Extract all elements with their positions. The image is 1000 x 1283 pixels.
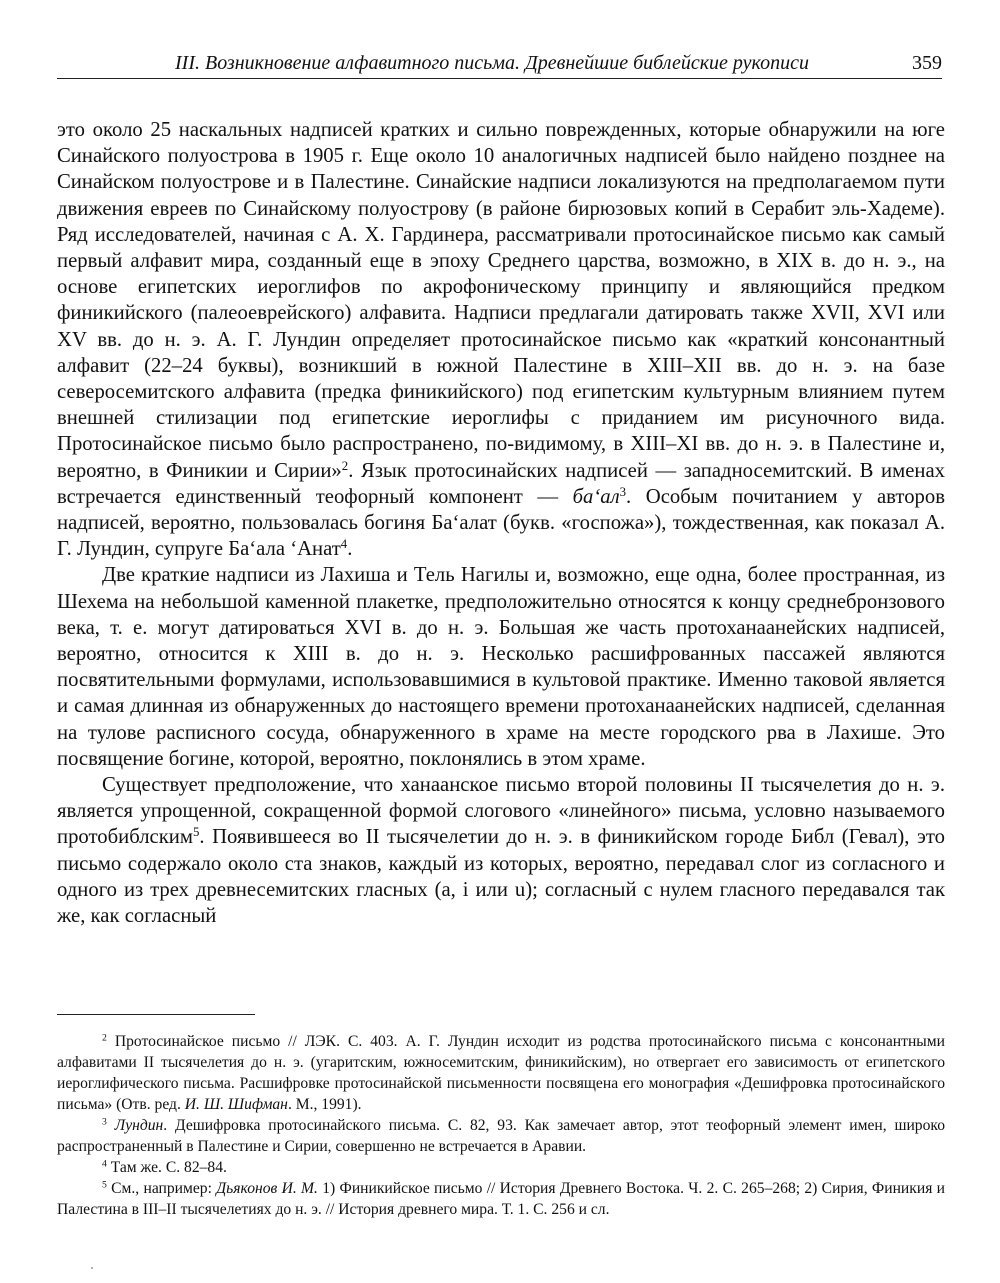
- footnote-5: [57, 1178, 945, 1220]
- footnote-ref-3: 3: [619, 484, 627, 499]
- footnotes: [57, 1031, 945, 1220]
- footnote-4: [57, 1157, 945, 1178]
- footnote-4-text: Там же. С. 82–84.: [106, 1159, 227, 1176]
- footnote-ref-2: 2: [341, 458, 349, 473]
- paragraph-1-text-b: . Язык протосинайских надписей — западносемитский. В именах встречается единственный теофорный компонент —: [57, 459, 945, 508]
- footnote-3-author: Лундин: [114, 1117, 164, 1134]
- footnote-5-author: Дьяконов И. М.: [216, 1180, 318, 1197]
- footnote-divider: [57, 1014, 255, 1015]
- paragraph-1-text-c: . Особым почитанием у авторов надписей, вероятно, пользовалась богиня Ба‘алат (букв. «госпожа»), тождественная, как показал А. Г. Лундин, супруге Ба‘ала ‘Анат: [57, 485, 945, 561]
- footnote-5-text-a: См., например:: [106, 1180, 217, 1197]
- paragraph-3-text-b: . Появившееся во II тысячелетии до н. э. в финикийском городе Библ (Гевал), это письмо содержало около ста знаков, каждый из которых, вероятно, передавал слог из согласного и одного из трех древнесемитских гласных (a, i или u); согласный с нулем гласного передавался так же, как согласный: [57, 826, 945, 928]
- main-text: [57, 117, 945, 929]
- paragraph-3: [57, 772, 945, 929]
- running-header: [57, 50, 942, 79]
- footnote-3-text: . Дешифровка протосинайского письма. С. 82, 93. Как замечает автор, этот теофорный элемент имен, широко распространенный в Палестине и Сирии, совершенно не встречается в Аравии.: [57, 1117, 945, 1155]
- italic-term: ба‘ал: [572, 485, 620, 508]
- paragraph-1-text-d: .: [347, 538, 353, 561]
- paragraph-3-text-a: Существует предположение, что ханаанское письмо второй половины II тысячелетия до н. э. является упрощенной, сокращенной формой слогового «линейного» письма, условно называемого протобиблским: [57, 774, 945, 849]
- footnote-2-editor: И. Ш. Шифман: [184, 1096, 288, 1113]
- footnote-2-text-a: Протосинайское письмо // ЛЭК. С. 403. А. Г. Лундин исходит из родства протосинайского письма с консонантными алфавитами II тысячелетия до н. э. (угаритским, южносемитским, финикийским), но отвергает его зависимость от египетского иероглифического письма. Расшифровке протосинайской письменности посвящена его монография «Дешифровка протосинайского письма» (Отв. ред.: [57, 1033, 945, 1113]
- paragraph-1-text-a: это около 25 наскальных надписей кратких и сильно поврежденных, которые обнаружили на юге Синайского полуострова в 1905 г. Еще около 10 аналогичных надписей было найдено позднее на Синайском полуострове и в Палестине. Синайские надписи локализуются на предполагаемом пути движения евреев по Синайскому полуострову (в районе бирюзовых копий в Серабит эль-Хадеме). Ряд исследователей, начиная с А. Х. Гардинера, рассматривали протосинайское письмо как самый первый алфавит мира, созданный еще в эпоху Среднего царства, возможно, в XIX в. до н. э., на основе египетских иероглифов по акрофоническому принципу и являющийся предком финикийского (палеоеврейского) алфавита. Надписи предлагали датировать также XVII, XVI или XV вв. до н. э. А. Г. Лундин определяет протосинайское письмо как «краткий консонантный алфавит (22–24 буквы), возникший в южной Палестине в XIII–XII вв. до н. э. на базе северосемитского алфавита (предка финикийского) под египетским культурным влиянием путем внешней стилизации под египетские иероглифы с приданием им рисуночного вида. Протосинайское письмо было распространено, по-видимому, в XIII–XI вв. до н. э. в Палестине и, вероятно, в Финикии и Сирии»: [57, 119, 945, 482]
- footnote-2-mark: 2: [102, 1032, 107, 1044]
- footnote-5-text-b: 1) Финикийское письмо // История Древнего Востока. Ч. 2. С. 265–268; 2) Сирия, Финикия и Палестина в III–II тысячелетиях до н. э. // История древнего мира. Т. 1. С. 256 и сл.: [57, 1180, 945, 1218]
- footnote-3: [57, 1115, 945, 1157]
- footnote-ref-5: 5: [192, 825, 200, 840]
- footnote-4-mark: 4: [102, 1158, 107, 1170]
- chapter-title: III. Возникновение алфавитного письма. Древнейшие библейские рукописи: [175, 52, 810, 74]
- scan-speck: [91, 1267, 93, 1269]
- footnote-ref-4: 4: [340, 537, 348, 552]
- footnote-5-mark: 5: [102, 1179, 107, 1191]
- footnote-2-text-b: . М., 1991).: [287, 1096, 362, 1113]
- paragraph-1: [57, 117, 945, 562]
- page-number: 359: [912, 52, 942, 74]
- footnote-3-mark: 3: [102, 1116, 107, 1128]
- footnote-2: [57, 1031, 945, 1115]
- paragraph-2: Две краткие надписи из Лахиша и Тель Нагилы и, возможно, еще одна, более пространная, из Шехема на небольшой каменной плакетке, предположительно относятся к концу среднебронзового века, т. е. могут датироваться XVI в. до н. э. Большая же часть протоханаанейских надписей, вероятно, относится к XIII в. до н. э. Несколько расшифрованных пассажей являются посвятительными формулами, использовавшимися в культовой практике. Именно таковой является и самая длинная из обнаруженных до настоящего времени протоханаанейских надписей, сделанная на тулове расписного сосуда, обнаруженного в храме на месте городского рва в Лахише. Это посвящение богине, которой, вероятно, поклонялись в этом храме.: [57, 564, 945, 770]
